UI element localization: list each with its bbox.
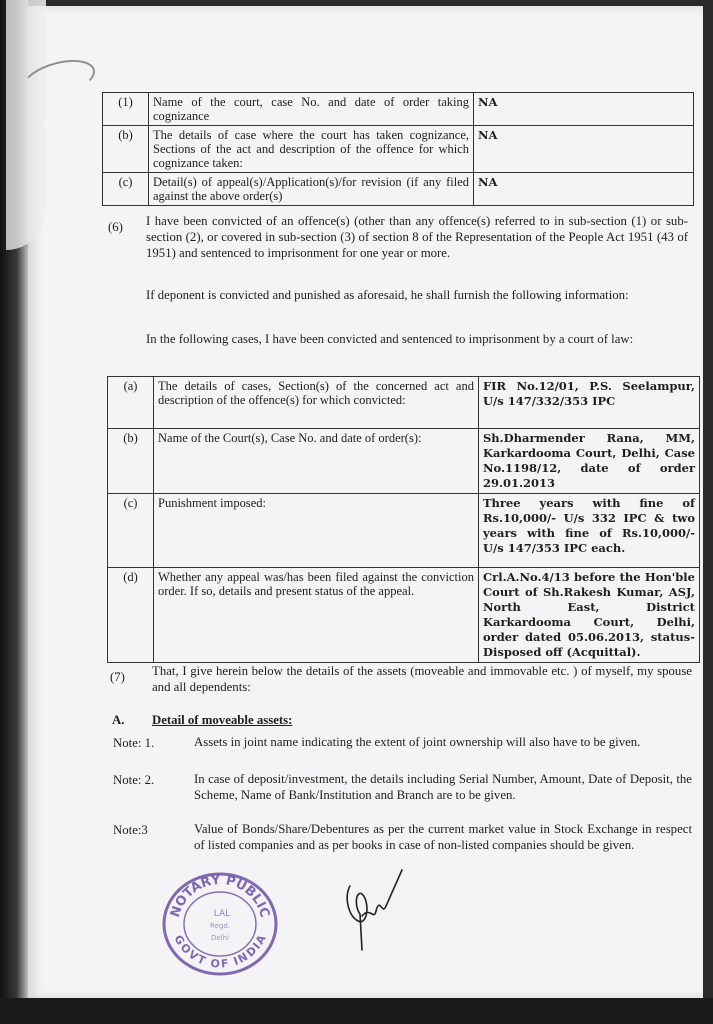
row-answer: Crl.A.No.4/13 before the Hon'ble Court of Sh.Rakesh Kumar, ASJ, North East, District Karkardooma Court, Delhi, order dated 05.06.2013, status-Disposed off (Acquittal). [479,568,700,663]
row-key: (c) [103,173,149,206]
row-answer: FIR No.12/01, P.S. Seelampur, U/s 147/332/353 IPC [479,377,700,429]
row-key: (b) [103,126,149,173]
row-answer: NA [474,173,694,206]
row-question: Detail(s) of appeal(s)/Application(s)/for revision (if any filed against the above order(s) [149,173,474,206]
svg-text:Delhi: Delhi [210,934,230,942]
conviction-table [107,376,700,663]
note-text: In case of deposit/investment, the details including Serial Number, Amount, Date of Deposit, the Scheme, Name of Bank/Institution and Branch are to be given. [194,772,692,802]
table-row [108,429,700,494]
note-label: Note:3 [113,823,148,837]
section-a-letter: A. [112,713,125,727]
row-key: (1) [103,93,149,126]
note-label: Note: 1. [113,736,155,750]
para-deponent: If deponent is convicted and punished as aforesaid, he shall furnish the following information: [146,288,629,302]
para-7-number: (7) [110,670,125,684]
scan-bottom-edge [0,998,713,1024]
para-7-text: That, I give herein below the details of the assets (moveable and immovable etc. ) of myself, my spouse and all dependents: [152,664,692,694]
note-text: Assets in joint name indicating the extent of joint ownership will also have to be given. [194,735,641,749]
para-cases: In the following cases, I have been convicted and sentenced to imprisonment by a court of law: [146,332,634,346]
row-key: (c) [108,494,154,568]
notary-stamp [160,868,280,976]
row-question: The details of case where the court has taken cognizance, Sections of the act and description of the offence for which cognizance taken: [149,126,474,173]
page-curl [6,0,46,250]
row-answer: NA [474,126,694,173]
row-answer: Sh.Dharmender Rana, MM, Karkardooma Court, Delhi, Case No.1198/12, date of order 29.01.2013 [479,429,700,494]
row-answer: NA [474,93,694,126]
table-row [103,173,694,206]
table-row [103,93,694,126]
table-row [108,568,700,663]
svg-text:NOTARY PUBLIC: NOTARY PUBLIC [167,872,273,920]
row-key: (a) [108,377,154,429]
para-6-number: (6) [108,220,123,234]
row-answer: Three years with fine of Rs.10,000/- U/s 332 IPC & two years with fine of Rs.10,000/- U/s 147/353 IPC each. [479,494,700,568]
note-text: Value of Bonds/Share/Debentures as per the current market value in Stock Exchange in respect of listed companies and as per books in case of non-listed companies should be given. [194,822,692,852]
table-row [103,126,694,173]
table-row [108,494,700,568]
row-key: (b) [108,429,154,494]
para-6-text: I have been convicted of an offence(s) (other than any offence(s) referred to in sub-section (1) or sub-section (2), or covered in sub-section (3) of section 8 of the Representation of the People Act 1951 (43 of 1951) and sentenced to imprisonment for one year or more. [146,214,688,260]
section-a-title: Detail of moveable assets: [152,713,293,727]
row-question: Name of the Court(s), Case No. and date of order(s): [154,429,479,494]
note-label: Note: 2. [113,773,155,787]
signature [340,866,410,956]
row-key: (d) [108,568,154,663]
table-row [108,377,700,429]
svg-text:GOVT OF INDIA: GOVT OF INDIA [171,932,269,971]
svg-text:LAL: LAL [213,909,231,919]
row-question: Punishment imposed: [154,494,479,568]
row-question: The details of cases, Section(s) of the concerned act and description of the offence(s) for which convicted: [154,377,479,429]
svg-text:Regd.: Regd. [210,922,230,930]
row-question: Whether any appeal was/has been filed against the conviction order. If so, details and present status of the appeal. [154,568,479,663]
cognizance-table [102,92,694,206]
row-question: Name of the court, case No. and date of order taking cognizance [149,93,474,126]
